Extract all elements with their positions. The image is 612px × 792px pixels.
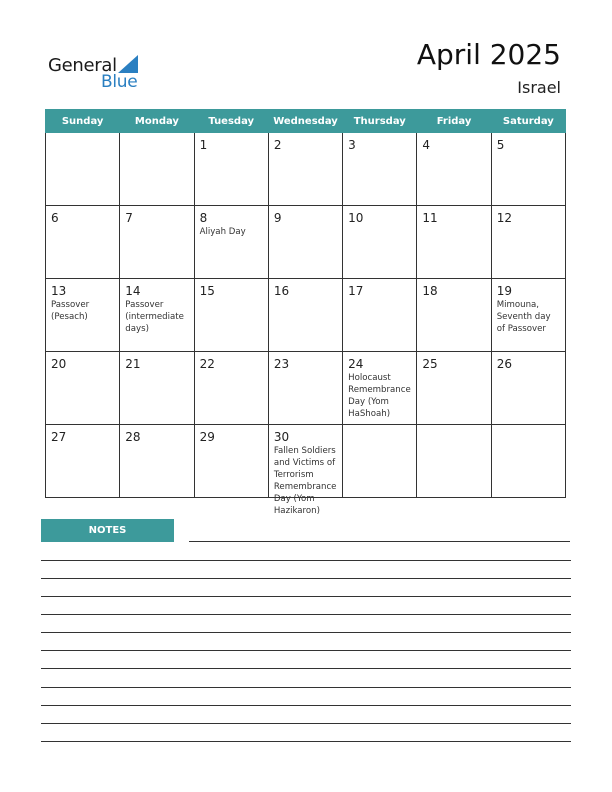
day-cell <box>491 206 565 279</box>
day-number: 14 <box>125 284 141 298</box>
day-number: 24 <box>348 357 364 371</box>
holiday-event: Passover (Pesach) <box>51 300 90 322</box>
holiday-event: Holocaust Remembrance Day (Yom HaShoah) <box>348 373 411 419</box>
country-name: Israel <box>517 78 561 97</box>
weekday-wednesday: Wednesday <box>268 110 342 133</box>
day-number: 29 <box>199 430 215 444</box>
empty-day-cell <box>120 133 194 206</box>
day-number: 26 <box>496 357 512 371</box>
holiday-event: Aliyah Day <box>199 227 246 237</box>
day-number: 4 <box>422 138 431 152</box>
day-cell <box>194 279 268 352</box>
notes-line <box>189 541 570 542</box>
day-cell <box>268 133 342 206</box>
day-number: 19 <box>496 284 512 298</box>
day-number: 27 <box>51 430 67 444</box>
day-cell <box>343 279 417 352</box>
day-number: 16 <box>273 284 290 298</box>
logo-word-blue: Blue <box>101 72 138 92</box>
day-number: 8 <box>199 211 208 225</box>
day-cell <box>491 279 565 352</box>
holiday-event: Mimouna, Seventh day of Passover <box>496 300 551 334</box>
day-cell <box>120 352 194 425</box>
weekday-tuesday: Tuesday <box>194 110 268 133</box>
weekday-saturday: Saturday <box>491 110 565 133</box>
day-number: 30 <box>273 430 290 444</box>
logo-flag-icon <box>118 55 138 73</box>
week-row <box>46 279 566 352</box>
notes-line <box>41 578 571 579</box>
day-cell <box>268 279 342 352</box>
weekday-friday: Friday <box>417 110 491 133</box>
day-number: 7 <box>125 211 133 225</box>
day-number: 18 <box>422 284 438 298</box>
day-number: 9 <box>273 211 282 225</box>
notes-line <box>41 687 571 688</box>
logo-word-general: General <box>48 55 117 76</box>
day-number: 1 <box>199 138 208 152</box>
day-cell <box>417 352 491 425</box>
day-number: 10 <box>348 211 364 225</box>
day-number: 20 <box>51 357 67 371</box>
week-row <box>46 206 566 279</box>
holiday-event: Fallen Soldiers and Victims of Terrorism Remembrance Day (Yom Hazikaron) <box>273 446 337 516</box>
day-cell <box>343 206 417 279</box>
day-number: 6 <box>51 211 59 225</box>
day-number: 11 <box>422 211 438 225</box>
day-cell <box>194 206 268 279</box>
notes-line <box>41 741 571 742</box>
empty-day-cell <box>417 425 491 498</box>
week-row <box>46 425 566 498</box>
day-number: 5 <box>496 138 505 152</box>
notes-line <box>41 723 571 724</box>
day-cell <box>120 279 194 352</box>
day-number: 21 <box>125 357 141 371</box>
day-cell <box>46 352 120 425</box>
notes-line <box>41 614 571 615</box>
day-number: 13 <box>51 284 67 298</box>
day-cell <box>120 206 194 279</box>
day-cell <box>343 352 417 425</box>
week-row <box>46 352 566 425</box>
day-number: 2 <box>273 138 282 152</box>
day-cell <box>46 206 120 279</box>
day-cell <box>46 425 120 498</box>
day-cell <box>491 352 565 425</box>
day-cell <box>417 133 491 206</box>
holiday-event: Passover (intermediate days) <box>125 300 184 334</box>
notes-line <box>41 596 571 597</box>
day-cell <box>417 279 491 352</box>
day-cell <box>268 425 342 516</box>
day-cell <box>417 206 491 279</box>
calendar-grid <box>45 109 566 516</box>
day-number: 12 <box>496 211 512 225</box>
day-number: 17 <box>348 284 364 298</box>
generalblue-logo <box>48 52 148 92</box>
notes-label: NOTES <box>41 519 174 542</box>
day-cell <box>194 425 268 498</box>
day-number: 23 <box>273 357 290 371</box>
empty-day-cell <box>343 425 417 498</box>
day-cell <box>268 206 342 279</box>
notes-line <box>41 650 571 651</box>
empty-day-cell <box>46 133 120 206</box>
calendar-weeks <box>46 133 566 516</box>
day-cell <box>194 133 268 206</box>
weekday-sunday: Sunday <box>46 110 120 133</box>
day-cell <box>46 279 120 352</box>
day-cell <box>194 352 268 425</box>
calendar-title: April 2025 <box>416 38 561 71</box>
weekday-thursday: Thursday <box>343 110 417 133</box>
day-number: 15 <box>199 284 215 298</box>
weekday-header-row <box>46 110 566 133</box>
day-cell <box>120 425 194 498</box>
day-number: 3 <box>348 138 356 152</box>
week-row <box>46 133 566 206</box>
day-number: 28 <box>125 430 141 444</box>
day-number: 22 <box>199 357 215 371</box>
day-number: 25 <box>422 357 438 371</box>
notes-line <box>41 705 571 706</box>
day-cell <box>491 133 565 206</box>
empty-day-cell <box>491 425 565 498</box>
weekday-monday: Monday <box>120 110 194 133</box>
day-cell <box>268 352 342 425</box>
day-cell <box>343 133 417 206</box>
notes-line <box>41 632 571 633</box>
notes-line <box>41 668 571 669</box>
notes-line <box>41 560 571 561</box>
